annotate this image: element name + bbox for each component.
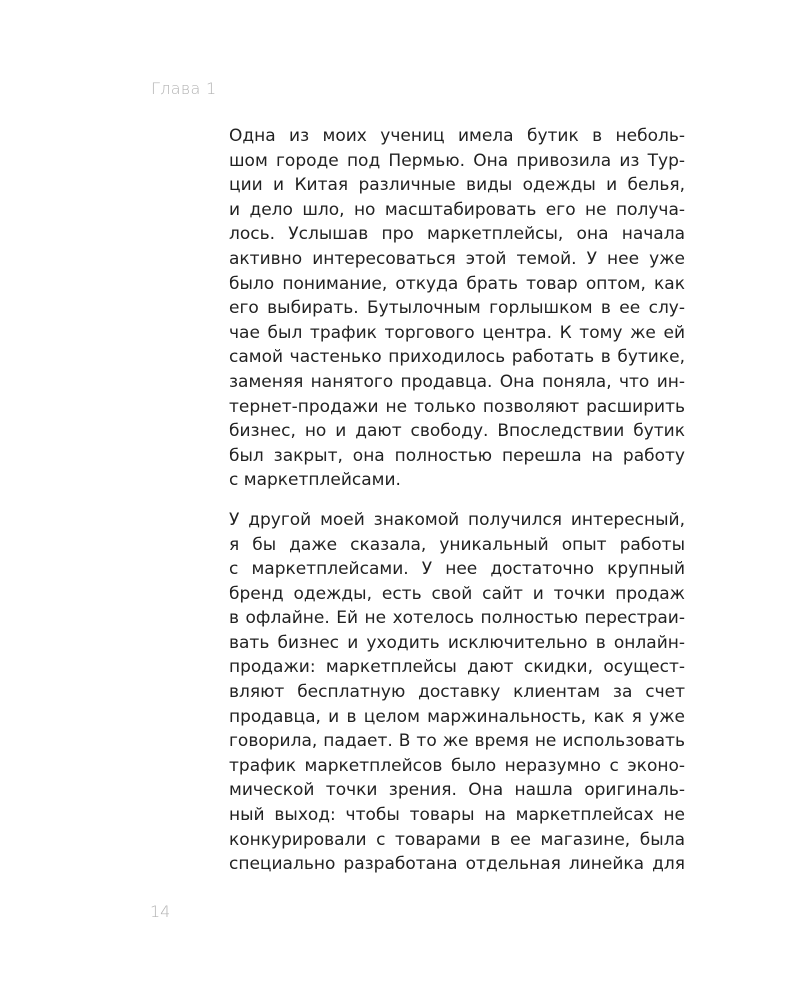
text-line: лось. Услышав про маркетплейсы, она начала bbox=[229, 224, 685, 245]
text-line: шом городе под Пермью. Она привозила из Тур- bbox=[229, 150, 685, 171]
text-line: с маркетплейсами. bbox=[229, 470, 401, 491]
text-line: активно интересоваться этой темой. У нее уже bbox=[229, 248, 685, 269]
text-line: бизнес, но и дают свободу. Впоследствии бутик bbox=[229, 421, 685, 442]
paragraph-2 bbox=[229, 508, 685, 877]
text-line: тернет-продажи не только позволяют расширить bbox=[229, 396, 685, 417]
text-line: трафик маркетплейсов было неразумно с эконо- bbox=[229, 755, 685, 776]
text-line: и дело шло, но масштабировать его не получа- bbox=[229, 199, 685, 220]
text-line: продавца, и в целом маржинальность, как я уже bbox=[229, 706, 685, 727]
text-line: было понимание, откуда брать товар оптом, как bbox=[229, 273, 685, 294]
text-line: продажи: маркетплейсы дают скидки, осущест- bbox=[229, 657, 685, 678]
page-number: 14 bbox=[150, 902, 171, 921]
text-line: в офлайне. Ей не хотелось полностью перестраи- bbox=[229, 608, 685, 629]
text-line: чае был трафик торгового центра. К тому же ей bbox=[229, 322, 685, 343]
text-line: конкурировали с товарами в ее магазине, была bbox=[229, 829, 685, 850]
text-line: с маркетплейсами. У нее достаточно крупный bbox=[229, 559, 685, 580]
text-line: его выбирать. Бутылочным горлышком в ее слу- bbox=[229, 298, 685, 319]
text-line: мической точки зрения. Она нашла оригиналь- bbox=[229, 780, 685, 801]
paragraph-1 bbox=[229, 124, 685, 493]
text-line: специально разработана отдельная линейка для bbox=[229, 854, 685, 875]
text-line: ции и Китая различные виды одежды и белья, bbox=[229, 175, 685, 196]
text-line: вляют бесплатную доставку клиентам за счет bbox=[229, 682, 685, 703]
text-line: Одна из моих учениц имела бутик в неболь- bbox=[229, 126, 685, 146]
text-line: У другой моей знакомой получился интересный, bbox=[229, 509, 685, 530]
text-line: бренд одежды, есть свой сайт и точки продаж bbox=[229, 583, 685, 604]
text-line: самой частенько приходилось работать в бутике, bbox=[229, 347, 685, 368]
body-text bbox=[229, 124, 685, 877]
text-line: ный выход: чтобы товары на маркетплейсах не bbox=[229, 805, 685, 826]
text-line: заменяя нанятого продавца. Она поняла, что ин- bbox=[229, 371, 685, 392]
text-line: я бы даже сказала, уникальный опыт работы bbox=[229, 534, 685, 555]
running-head-chapter: Глава 1 bbox=[151, 79, 217, 98]
text-line: говорила, падает. В то же время не использовать bbox=[229, 731, 685, 752]
text-line: был закрыт, она полностью перешла на работу bbox=[229, 445, 685, 466]
text-line: вать бизнес и уходить исключительно в онлайн- bbox=[229, 632, 685, 653]
